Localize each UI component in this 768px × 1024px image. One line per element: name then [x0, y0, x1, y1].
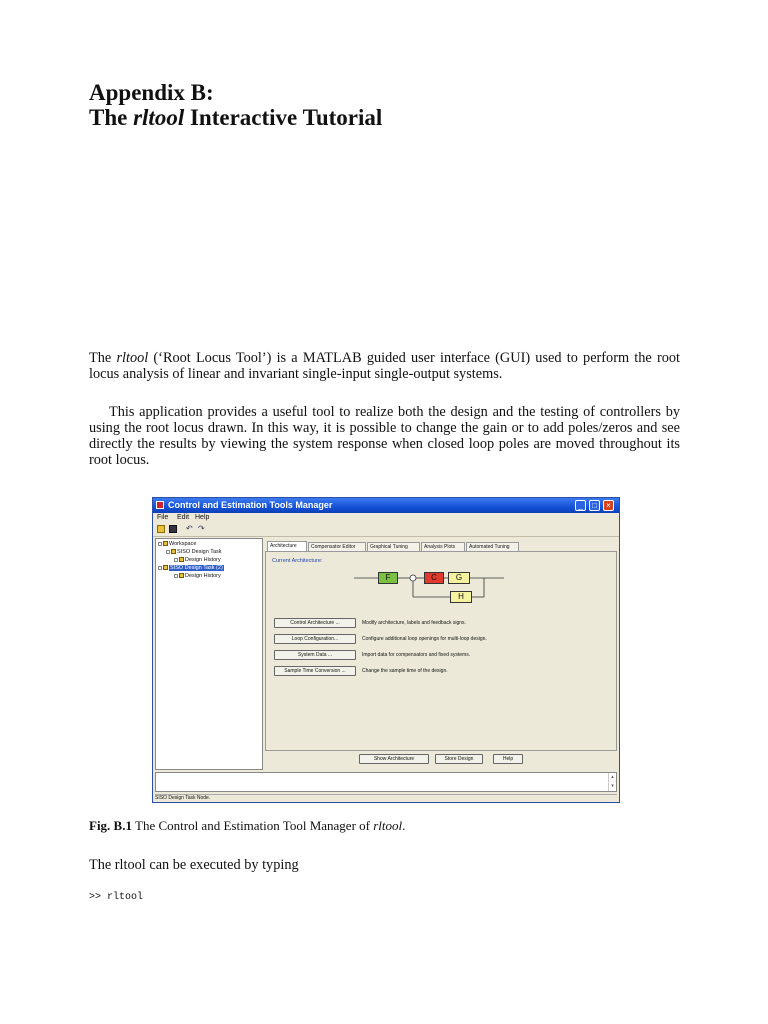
menu-help[interactable]: Help [195, 514, 210, 521]
tree-task2-label: SISO Design Task (2) [170, 565, 223, 571]
tree-history2-label: Design History [185, 573, 221, 579]
summing-junction-icon [410, 575, 416, 581]
caption-text: The Control and Estimation Tool Manager of [131, 818, 374, 833]
control-architecture-button[interactable]: Control Architecture ... [274, 618, 356, 628]
p1-prefix: The [89, 350, 117, 366]
message-scrollbar[interactable]: ▴ ▾ [608, 773, 616, 791]
tree-task1-label: SISO Design Task [177, 549, 222, 555]
block-c: C [424, 572, 444, 584]
workspace-tree [155, 538, 263, 770]
tree-history1[interactable] [174, 557, 221, 563]
caption-suffix: . [402, 818, 406, 833]
tree-task1[interactable] [166, 549, 222, 555]
workspace-icon [163, 541, 168, 546]
title-italic: rltool [133, 105, 185, 130]
task-panel [265, 538, 619, 770]
window-title: Control and Estimation Tools Manager [168, 500, 333, 510]
code-line: >> rltool [89, 892, 144, 903]
maximize-icon[interactable]: □ [589, 500, 600, 511]
loop-configuration-desc: Configure additional loop openings for multi-loop design. [362, 636, 487, 642]
tab-automated-tuning[interactable]: Automated Tuning [466, 542, 519, 551]
block-h: H [450, 591, 472, 603]
tree-history2[interactable] [174, 573, 221, 579]
tree-workspace[interactable] [158, 541, 196, 547]
menu-file[interactable]: File [157, 514, 169, 521]
close-icon[interactable]: × [603, 500, 614, 511]
tree-task2[interactable] [158, 565, 224, 571]
description-paragraph: This application provides a useful tool to realize both the design and the testing of controllers by using the root locus drawn. In this way, it is possible to change the gain or to add poles/zeros and see directly the results by viewing the system response when closed loop poles are moved throughout its root locus. [89, 404, 680, 468]
message-area[interactable] [155, 772, 617, 792]
caption-italic: rltool [373, 818, 403, 833]
figure-caption [89, 818, 405, 834]
intro-paragraph [89, 350, 680, 382]
show-architecture-button[interactable]: Show Architecture [359, 754, 429, 764]
tab-architecture[interactable]: Architecture [267, 541, 307, 552]
tree-history1-label: Design History [185, 557, 221, 563]
current-architecture-label: Current Architecture: [272, 558, 323, 564]
expand-icon[interactable] [166, 550, 170, 554]
tab-compensator-editor[interactable]: Compensator Editor [308, 542, 366, 551]
help-button[interactable]: Help [493, 754, 523, 764]
history-icon [179, 557, 184, 562]
redo-icon[interactable]: ↷ [198, 524, 205, 533]
block-g: G [448, 572, 470, 584]
system-data-button[interactable]: System Data ... [274, 650, 356, 660]
loop-configuration-button[interactable]: Loop Configuration... [274, 634, 356, 644]
toolbar [153, 523, 619, 537]
open-icon[interactable] [157, 525, 165, 533]
sample-time-conversion-button[interactable]: Sample Time Conversion ... [274, 666, 356, 676]
title-prefix: The [89, 105, 134, 130]
title-suffix: Interactive Tutorial [184, 105, 383, 130]
caption-label: Fig. B.1 [89, 818, 132, 833]
undo-icon[interactable]: ↶ [186, 524, 193, 533]
save-icon[interactable] [169, 525, 177, 533]
menu-bar [153, 513, 619, 523]
expand-icon[interactable] [174, 574, 178, 578]
menu-edit[interactable]: Edit [177, 514, 190, 521]
tools-manager-window [152, 497, 620, 803]
collapse-icon[interactable] [158, 542, 162, 546]
block-f: F [378, 572, 398, 584]
tab-analysis-plots[interactable]: Analysis Plots [421, 542, 465, 551]
window-titlebar [153, 498, 619, 513]
tree-workspace-label: Workspace [169, 541, 197, 547]
task-icon [171, 549, 176, 554]
control-architecture-desc: Modify architecture, labels and feedback signs. [362, 620, 466, 626]
task-icon [163, 565, 168, 570]
architecture-panel [265, 551, 617, 751]
collapse-icon[interactable] [158, 566, 162, 570]
system-data-desc: Import data for compensators and fixed systems. [362, 652, 471, 658]
sample-time-conversion-desc: Change the sample time of the design. [362, 668, 448, 674]
p1-rest: (‘Root Locus Tool’) is a MATLAB guided user interface (GUI) used to perform the root locus analysis of linear and invariant single-input single-output systems. [89, 350, 680, 382]
store-design-button[interactable]: Store Design [435, 754, 483, 764]
history-icon [179, 573, 184, 578]
tab-graphical-tuning[interactable]: Graphical Tuning [367, 542, 420, 551]
chapter-title [89, 104, 382, 132]
status-text: SISO Design Task Node. [155, 795, 211, 801]
status-bar [155, 794, 617, 803]
minimize-icon[interactable]: _ [575, 500, 586, 511]
execute-paragraph: The rltool can be executed by typing [89, 857, 299, 873]
matlab-app-icon [156, 501, 164, 509]
p1-italic: rltool [116, 350, 149, 366]
appendix-heading: Appendix B: [89, 80, 214, 105]
expand-icon[interactable] [174, 558, 178, 562]
